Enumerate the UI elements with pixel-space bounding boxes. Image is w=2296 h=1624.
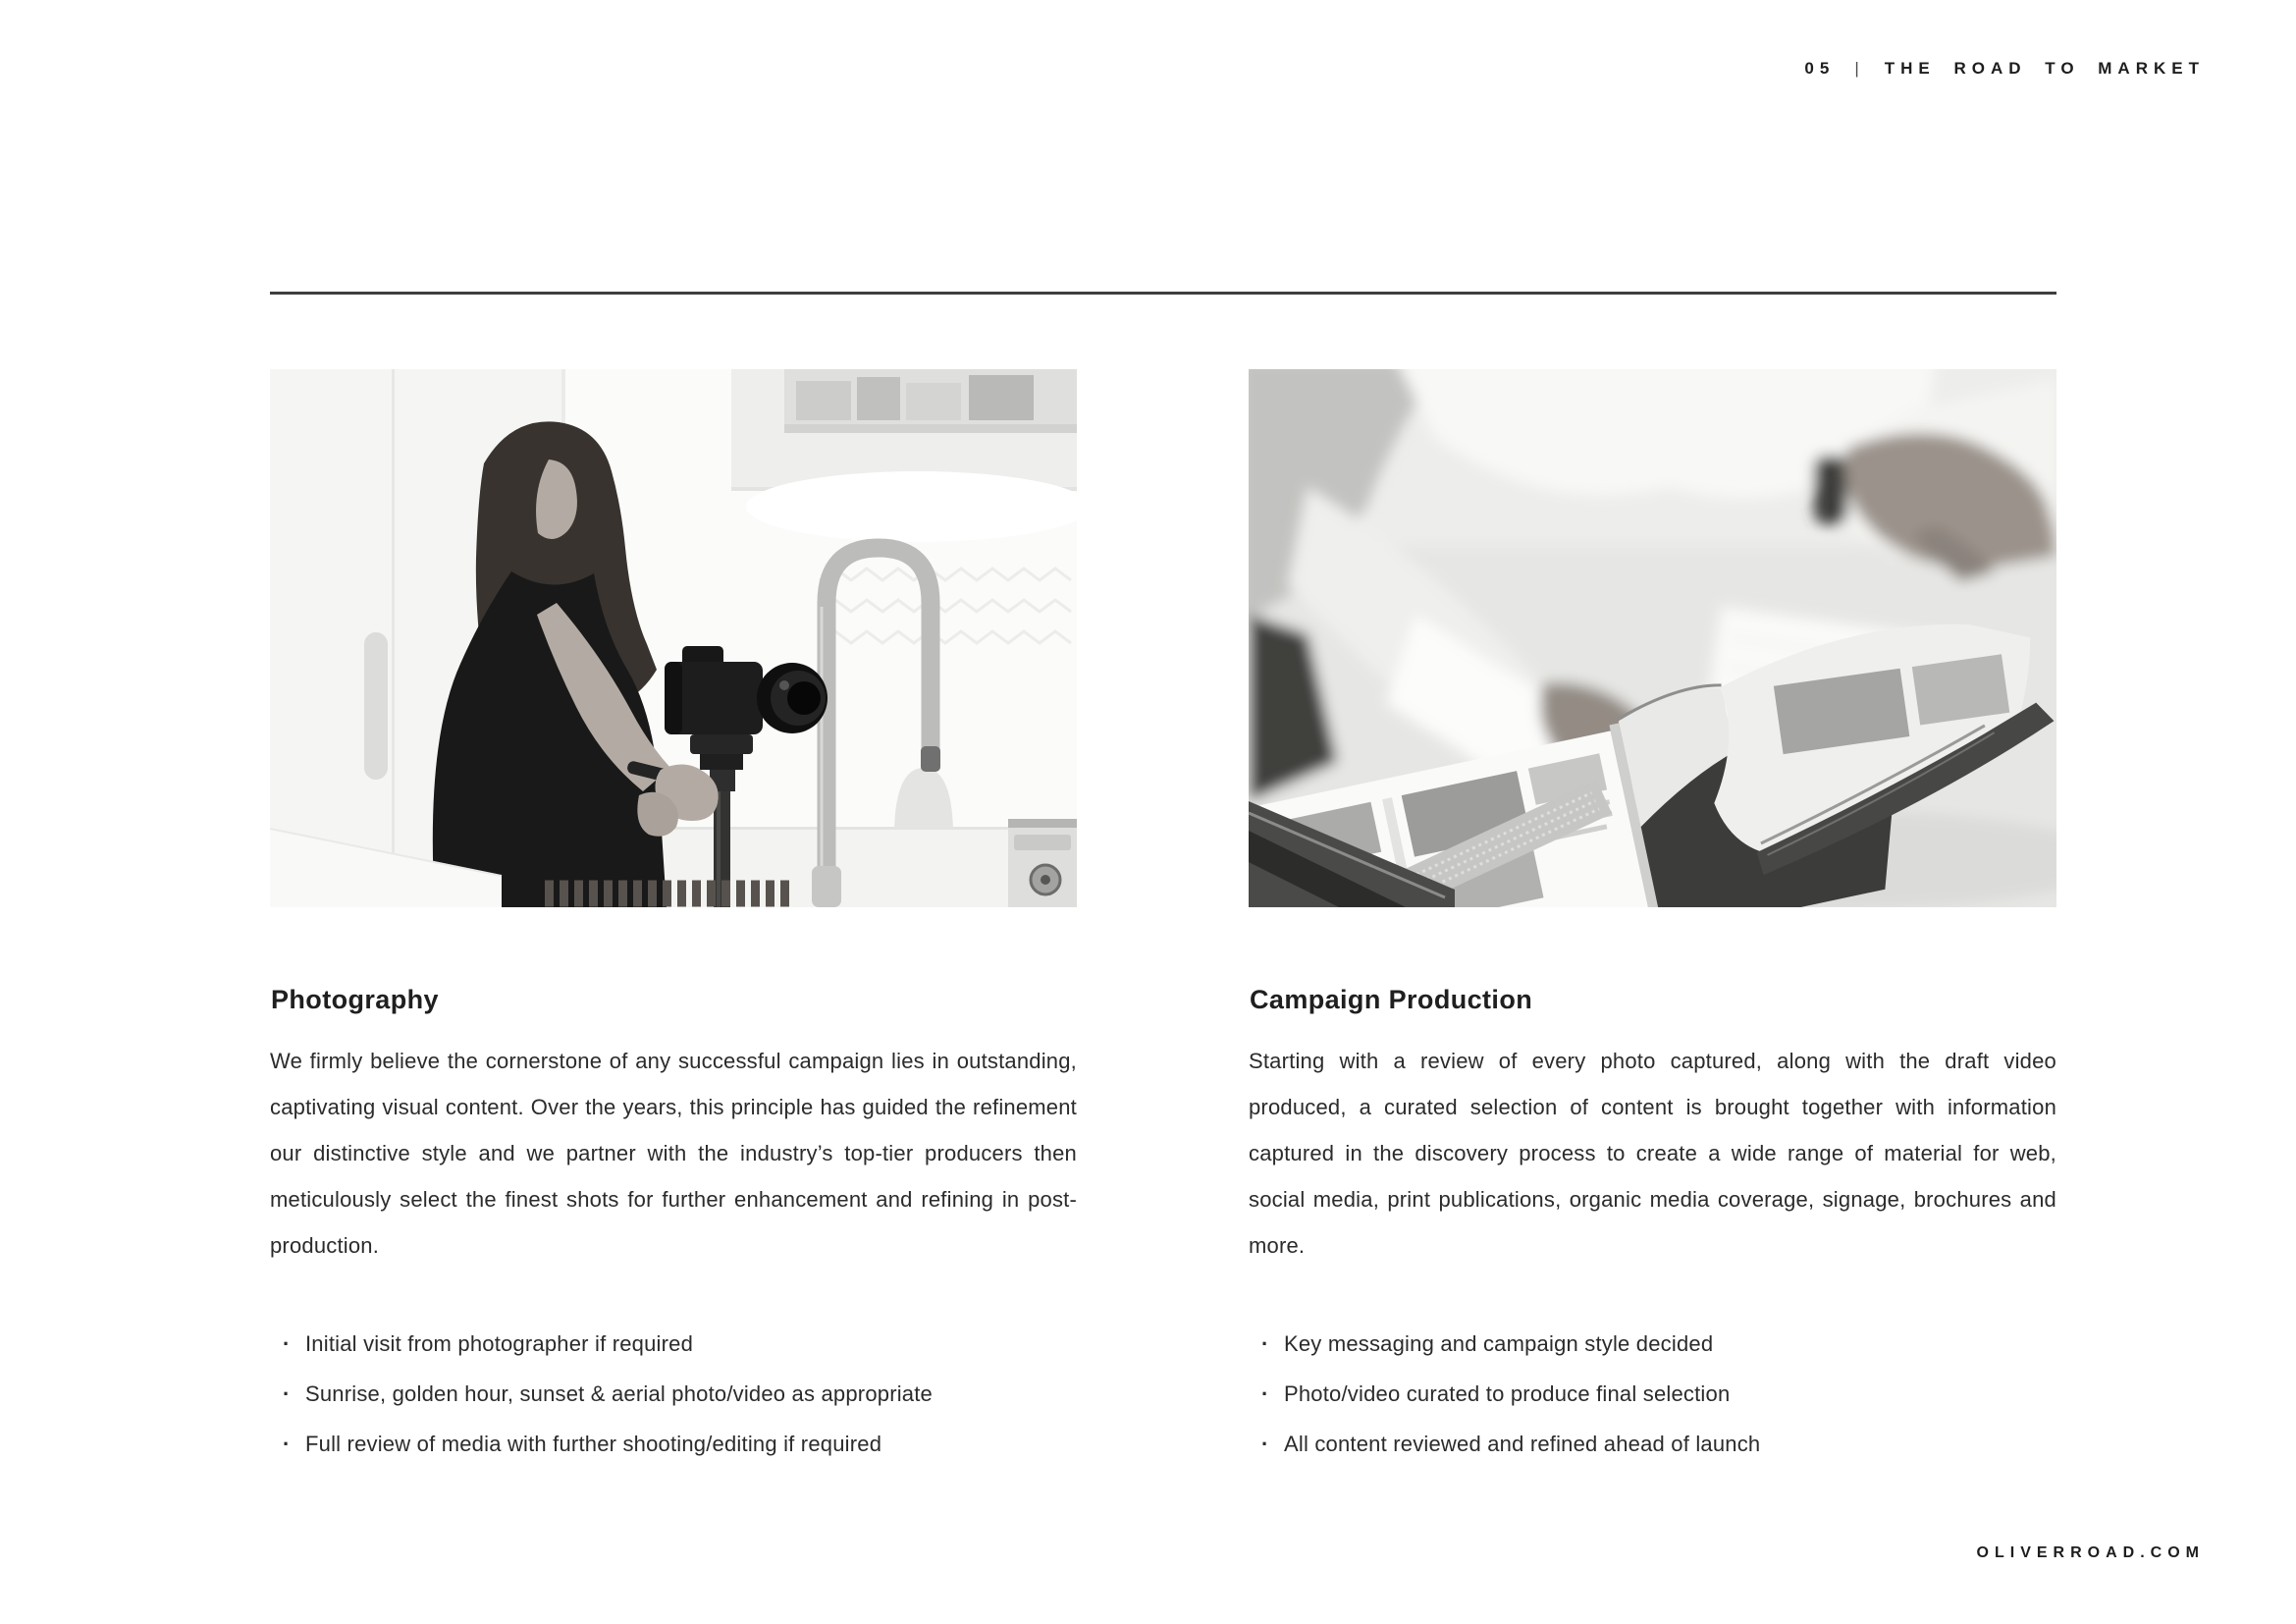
section-title: THE ROAD TO MARKET — [1884, 59, 2205, 78]
campaign-production-section — [1249, 369, 2056, 1469]
photography-section — [270, 369, 1077, 1469]
bullet-item — [1249, 1419, 2056, 1469]
bullet-text: Initial visit from photographer if required — [305, 1331, 694, 1356]
bullet-item — [1249, 1369, 2056, 1419]
photography-bullet-list — [270, 1319, 1077, 1469]
bullet-dot-icon: · — [1261, 1331, 1269, 1356]
page-number: 05 — [1804, 59, 1836, 78]
photography-heading: Photography — [271, 985, 439, 1014]
header-divider-icon: | — [1854, 59, 1865, 78]
bullet-item — [270, 1319, 1077, 1369]
website-link[interactable]: OLIVERROAD.COM — [1976, 1544, 2205, 1561]
bullet-text: Photo/video curated to produce final selection — [1284, 1381, 1731, 1406]
campaign-production-bullet-list — [1249, 1319, 2056, 1469]
photography-photo — [270, 369, 1077, 907]
bullet-dot-icon: · — [283, 1381, 291, 1406]
bullet-dot-icon: · — [1261, 1432, 1269, 1456]
page-header — [1804, 59, 2205, 79]
magazine-review-illustration — [1249, 369, 2056, 907]
bullet-item — [1249, 1319, 2056, 1369]
bullet-text: Key messaging and campaign style decided — [1284, 1331, 1714, 1356]
bullet-dot-icon: · — [283, 1331, 291, 1356]
header-rule — [270, 292, 2056, 295]
kitchen-photographer-illustration — [270, 369, 1077, 907]
bullet-text: Sunrise, golden hour, sunset & aerial photo/video as appropriate — [305, 1381, 933, 1406]
bullet-item — [270, 1369, 1077, 1419]
bullet-dot-icon: · — [283, 1432, 291, 1456]
bullet-text: Full review of media with further shooting/editing if required — [305, 1432, 882, 1456]
bullet-item — [270, 1419, 1077, 1469]
campaign-production-heading: Campaign Production — [1250, 985, 1533, 1014]
campaign-production-photo — [1249, 369, 2056, 907]
photography-paragraph: We firmly believe the cornerstone of any successful campaign lies in outstanding, captivating visual content. Over the years, this principle has guided the refinement our distinctive style and we partner with the industry’s top-tier producers then meticulously select the finest shots for further enhancement and refining in post-production. — [270, 1049, 1077, 1258]
campaign-production-paragraph: Starting with a review of every photo captured, along with the draft video produced, a curated selection of content is brought together with information captured in the discovery process to create a wide range of material for web, social media, print publications, organic media coverage, signage, brochures and more. — [1249, 1049, 2056, 1258]
bullet-dot-icon: · — [1261, 1381, 1269, 1406]
bullet-text: All content reviewed and refined ahead of launch — [1284, 1432, 1761, 1456]
